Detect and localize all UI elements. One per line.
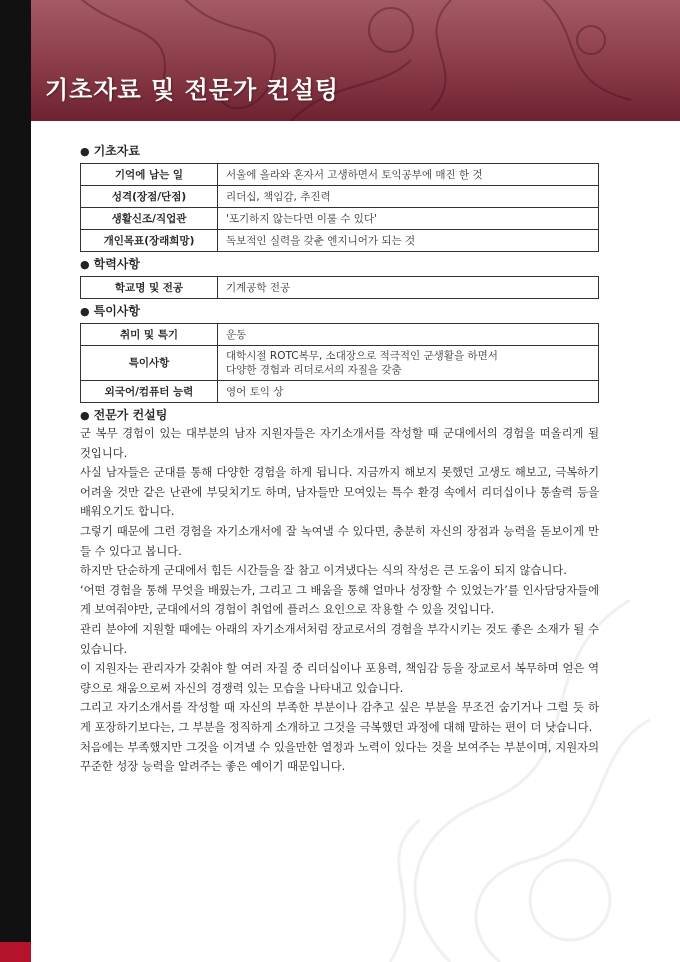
row-value: 기계공학 전공 bbox=[218, 277, 599, 299]
paragraph: 군 복무 경험이 있는 대부분의 남자 지원자들은 자기소개서를 작성할 때 군대에서의 경험을 떠올리게 될 것입니다. bbox=[80, 427, 599, 460]
row-label: 성격(장점/단점) bbox=[81, 186, 218, 208]
row-value: 리더십, 책임감, 추진력 bbox=[218, 186, 599, 208]
row-label: 외국어/컴퓨터 능력 bbox=[81, 381, 218, 403]
row-label: 기억에 남는 일 bbox=[81, 164, 218, 186]
row-value: 운동 bbox=[218, 324, 599, 346]
section-heading-special: ● 특이사항 bbox=[80, 304, 140, 318]
page-title: 기초자료 및 전문가 컨설팅 bbox=[45, 76, 340, 104]
section-heading-education: ● 학력사항 bbox=[80, 257, 140, 271]
bullet-icon: ● bbox=[80, 305, 90, 318]
paragraph: ‘어떤 경험을 통해 무엇을 배웠는가, 그리고 그 배움을 통해 얼마나 성장할 수 있었는가’를 인사담당자들에게 보여줘야만, 군대에서의 경험이 취업에 플러스 요인으로 작용할 수 있을 것입니다. bbox=[80, 583, 599, 617]
paragraph: 처음에는 부족했지만 그것을 이겨낼 수 있을만한 열정과 노력이 있다는 것을 보여주는 부분이며, 지원자의 꾸준한 성장 능력을 알려주는 좋은 예이기 때문입니다. bbox=[80, 740, 599, 774]
special-table bbox=[80, 323, 599, 403]
left-bar-red-accent bbox=[0, 942, 31, 962]
left-side-bar bbox=[0, 0, 31, 962]
row-label: 학교명 및 전공 bbox=[81, 277, 218, 299]
table-row bbox=[81, 381, 599, 403]
row-value: 영어 토익 상 bbox=[218, 381, 599, 403]
row-value bbox=[218, 346, 599, 381]
row-value-line: 다양한 경험과 리더로서의 자질을 갖춤 bbox=[226, 364, 402, 376]
row-label: 취미 및 특기 bbox=[81, 324, 218, 346]
paragraph: 이 지원자는 관리자가 갖춰야 할 여러 자질 중 리더십이나 포용력, 책임감 등을 장교로서 복무하며 얻은 역량으로 채움으로써 자신의 경쟁력 있는 모습을 나타내고 있습니다. bbox=[80, 662, 599, 695]
paragraph: 사실 남자들은 군대를 통해 다양한 경험을 하게 됩니다. 지금까지 해보지 못했던 고생도 해보고, 극복하기 어려울 것만 같은 난관에 부딪치기도 하며, 남자들만 모여있는 특수 환경 속에서 리더십이나 통솔력 등을 배워오기도 합니다. bbox=[80, 466, 599, 519]
row-value-line: 대학시절 ROTC복무, 소대장으로 적극적인 군생활을 하면서 bbox=[226, 350, 498, 362]
paragraph: 그리고 자기소개서를 작성할 때 자신의 부족한 부분이나 감추고 싶은 부분을 무조건 숨기거나 그럴 듯 하게 포장하기보다는, 그 부분을 정직하게 소개하고 그것을 극복했던 과정에 대해 말하는 편이 더 낫습니다. bbox=[80, 701, 599, 734]
row-value: 서울에 올라와 혼자서 고생하면서 토익공부에 매진 한 것 bbox=[218, 164, 599, 186]
section-heading-basic: ● 기초자료 bbox=[80, 144, 140, 158]
basic-info-table bbox=[80, 163, 599, 252]
paragraph: 하지만 단순하게 군대에서 힘든 시간들을 잘 참고 이겨냈다는 식의 작성은 큰 도움이 되지 않습니다. bbox=[80, 564, 567, 578]
paragraph: 관리 분야에 지원할 때에는 아래의 자기소개서처럼 장교로서의 경험을 부각시키는 것도 좋은 소재가 될 수 있습니다. bbox=[80, 622, 599, 656]
table-row bbox=[81, 208, 599, 230]
consulting-body bbox=[80, 424, 599, 777]
table-row bbox=[81, 230, 599, 252]
row-label: 개인목표(장래희망) bbox=[81, 230, 218, 252]
bullet-icon: ● bbox=[80, 258, 90, 271]
bullet-icon: ● bbox=[80, 409, 90, 422]
row-value: '포기하지 않는다면 이룰 수 있다' bbox=[218, 208, 599, 230]
row-label: 특이사항 bbox=[81, 346, 218, 381]
main-content bbox=[80, 140, 599, 777]
table-row bbox=[81, 186, 599, 208]
paragraph: 그렇기 때문에 그런 경험을 자기소개서에 잘 녹여낼 수 있다면, 충분히 자신의 장점과 능력을 돋보이게 만들 수 있다고 봅니다. bbox=[80, 524, 599, 558]
row-label: 생활신조/직업관 bbox=[81, 208, 218, 230]
row-value: 독보적인 실력을 갖춘 엔지니어가 되는 것 bbox=[218, 230, 599, 252]
section-heading-consulting: ● 전문가 컨설팅 bbox=[80, 408, 168, 422]
table-row bbox=[81, 346, 599, 381]
table-row bbox=[81, 277, 599, 299]
bullet-icon: ● bbox=[80, 145, 90, 158]
header-banner bbox=[31, 0, 680, 121]
table-row bbox=[81, 324, 599, 346]
education-table bbox=[80, 276, 599, 299]
table-row bbox=[81, 164, 599, 186]
